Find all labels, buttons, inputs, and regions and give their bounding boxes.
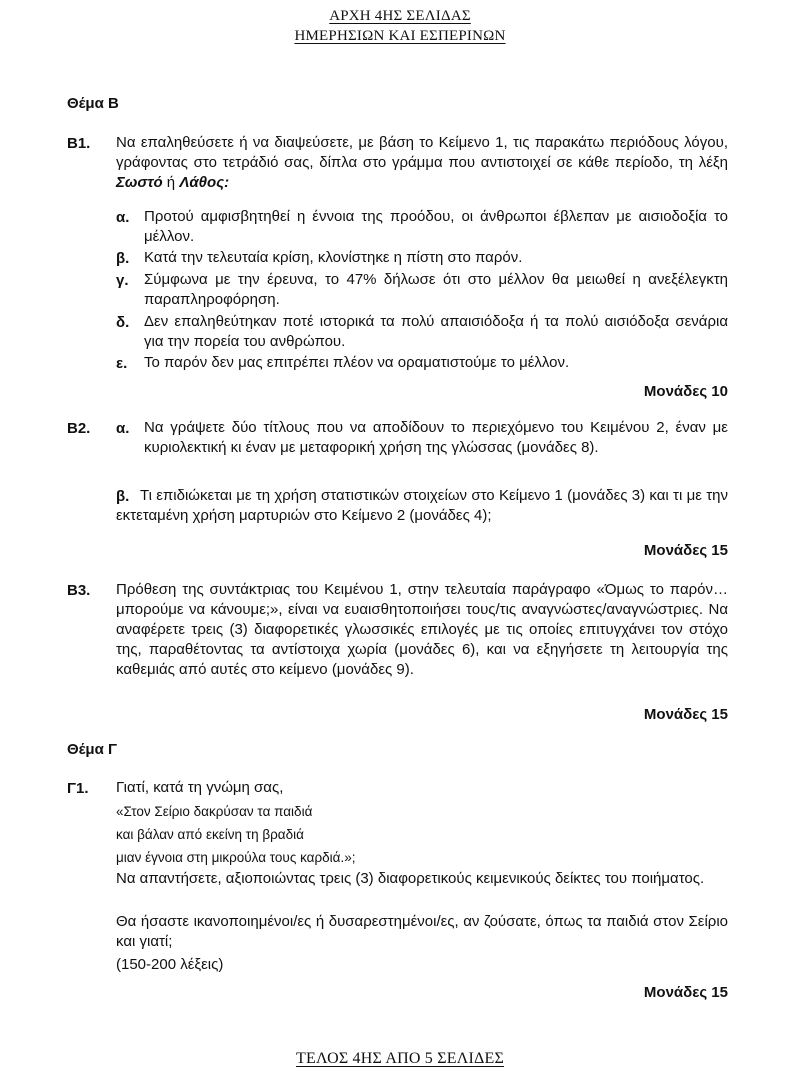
page-header-line1: ΑΡΧΗ 4ΗΣ ΣΕΛΙΔΑΣ [329,8,471,24]
marks-b3: Μονάδες 15 [643,706,728,723]
poem-line: μιαν έγνοια στη μικρούλα τους καρδιά.»; [116,850,356,865]
page-header-line2: ΗΜΕΡΗΣΙΩΝ ΚΑΙ ΕΣΠΕΡΙΝΩΝ [294,28,506,44]
section-title-g: Θέμα Γ [67,741,118,758]
g1-paragraph-2: Θα ήσαστε ικανοποιημένοι/ες ή δυσαρεστημένοι/ες, αν ζούσατε, όπως τα παιδιά στον Σείριο και γιατί; [116,913,728,950]
b1-item-text: Προτού αμφισβητηθεί η έννοια της προόδου, οι άνθρωποι έβλεπαν με αισιοδοξία το μέλλον. [144,208,728,245]
marks-g1: Μονάδες 15 [643,984,728,1001]
b1-item-text: Κατά την τελευταία κρίση, κλονίστηκε η πίστη στο παρόν. [144,249,523,266]
b1-item-letter: β. [116,250,130,267]
b1-item-letter: ε. [116,355,128,372]
question-b1-intro: Να επαληθεύσετε ή να διαψεύσετε, με βάση το Κείμενο 1, τις παρακάτω περιόδους λόγου, γράφοντας στο τετράδιό σας, δίπλα στο γράμμα που αντιστοιχεί σε κάθε περίοδο, τη λέξη Σωστό ή Λάθος: [116,134,728,191]
section-title-b: Θέμα Β [67,95,119,112]
g1-word-limit: (150-200 λέξεις) [116,956,224,973]
poem-line: «Στον Σείριο δακρύσαν τα παιδιά [116,804,313,819]
poem-line: και βάλαν από εκείνη τη βραδιά [116,827,304,842]
b2-b-letter: β. [116,488,130,505]
b1-item-letter: δ. [116,314,130,331]
question-label-b3: Β3. [67,582,91,599]
b2-a-letter: α. [116,420,130,437]
g1-question-line: Γιατί, κατά τη γνώμη σας, [116,779,284,796]
word-wrong: Λάθος: [179,174,230,191]
question-label-b2: Β2. [67,420,91,437]
question-label-b1: Β1. [67,135,91,152]
question-b3-text: Πρόθεση της συντάκτριας του Κειμένου 1, στην τελευταία παράγραφο «Όμως το παρόν… μπορούμε να κάνουμε;», είναι να ευαισθητοποιήσει τους/τις αναγνώστες/αναγνώστριες. Να αναφέρετε τρεις (3) διαφορετικές γλωσσικές επιλογές με τις οποίες επιτυγχάνει τον στόχο της, παραθέτοντας τα αντίστοιχα χωρία (μονάδες 6), και να εξηγήσετε τη λειτουργία της καθεμιάς από αυτές στο κείμενο (μονάδες 9). [116,581,728,678]
b1-item-text: Το παρόν δεν μας επιτρέπει πλέον να οραματιστούμε το μέλλον. [144,354,570,371]
b2-b-text: Τι επιδιώκεται με τη χρήση στατιστικών στοιχείων στο Κείμενο 1 (μονάδες 3) και τι με την εκτεταμένη χρήση μαρτυριών στο Κείμενο 2 (μονάδες 4); [116,487,728,524]
marks-b2: Μονάδες 15 [643,542,728,559]
b1-item-text: Σύμφωνα με την έρευνα, το 47% δήλωσε ότι στο μέλλον θα μειωθεί η ανεξέλεγκτη παραπληροφόρηση. [144,271,728,308]
b1-item-letter: γ. [116,272,129,289]
g1-paragraph-1: Να απαντήσετε, αξιοποιώντας τρεις (3) διαφορετικούς κειμενικούς δείκτες του ποιήματος. [116,870,705,887]
question-label-g1: Γ1. [67,780,89,797]
b1-item-letter: α. [116,209,130,226]
marks-b1: Μονάδες 10 [643,383,728,400]
b2-a-text: Να γράψετε δύο τίτλους που να αποδίδουν το περιεχόμενο του Κειμένου 2, έναν με κυριολεκτική κι έναν με μεταφορική χρήση της γλώσσας (μονάδες 8). [144,419,728,456]
b1-item-text: Δεν επαληθεύτηκαν ποτέ ιστορικά τα πολύ απαισιόδοξα ή τα πολύ αισιόδοξα σενάρια για την πορεία του ανθρώπου. [144,313,728,350]
word-correct: Σωστό [116,174,163,191]
page-footer: ΤΕΛΟΣ 4ΗΣ ΑΠΟ 5 ΣΕΛΙΔΕΣ [296,1050,504,1067]
